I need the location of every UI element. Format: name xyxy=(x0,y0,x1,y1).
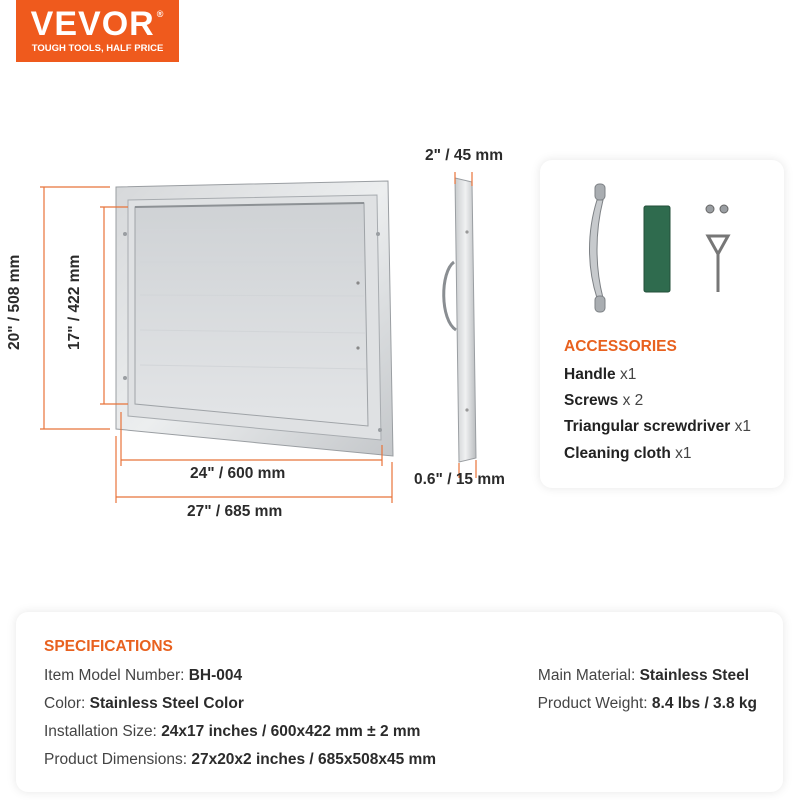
depth-label: 2" / 45 mm xyxy=(425,147,503,164)
specifications-card xyxy=(16,612,783,792)
thickness-label: 0.6" / 15 mm xyxy=(414,471,505,488)
width-inner-label: 24" / 600 mm xyxy=(190,465,286,482)
logo-tagline: TOUGH TOOLS, HALF PRICE xyxy=(31,43,164,54)
height-inner-label: 17" / 422 mm xyxy=(66,254,83,350)
accessory-screwdriver: Triangular screwdriver x1 xyxy=(564,418,751,435)
spec-installation-size: Installation Size: 24x17 inches / 600x422 mm ± 2 mm xyxy=(44,723,421,740)
accessory-screws: Screws x 2 xyxy=(564,392,644,409)
accessories-title: ACCESSORIES xyxy=(564,338,677,355)
width-outer-label: 27" / 685 mm xyxy=(187,503,283,520)
spec-color: Color: Stainless Steel Color xyxy=(44,695,244,712)
spec-model-number: Item Model Number: BH-004 xyxy=(44,667,243,684)
door-side-view xyxy=(444,178,476,462)
specifications-title: SPECIFICATIONS xyxy=(44,638,173,655)
door-front-view xyxy=(116,181,393,456)
spec-product-weight: Product Weight: 8.4 lbs / 3.8 kg xyxy=(537,695,757,712)
height-outer-label: 20" / 508 mm xyxy=(6,254,23,350)
spec-main-material: Main Material: Stainless Steel xyxy=(537,667,749,684)
logo-brand: VEVOR ® xyxy=(30,5,165,43)
spec-product-dimensions: Product Dimensions: 27x20x2 inches / 685x508x45 mm xyxy=(44,751,437,768)
accessory-handle: Handle x1 xyxy=(564,366,637,383)
accessory-cleaning-cloth: Cleaning cloth x1 xyxy=(564,445,692,462)
